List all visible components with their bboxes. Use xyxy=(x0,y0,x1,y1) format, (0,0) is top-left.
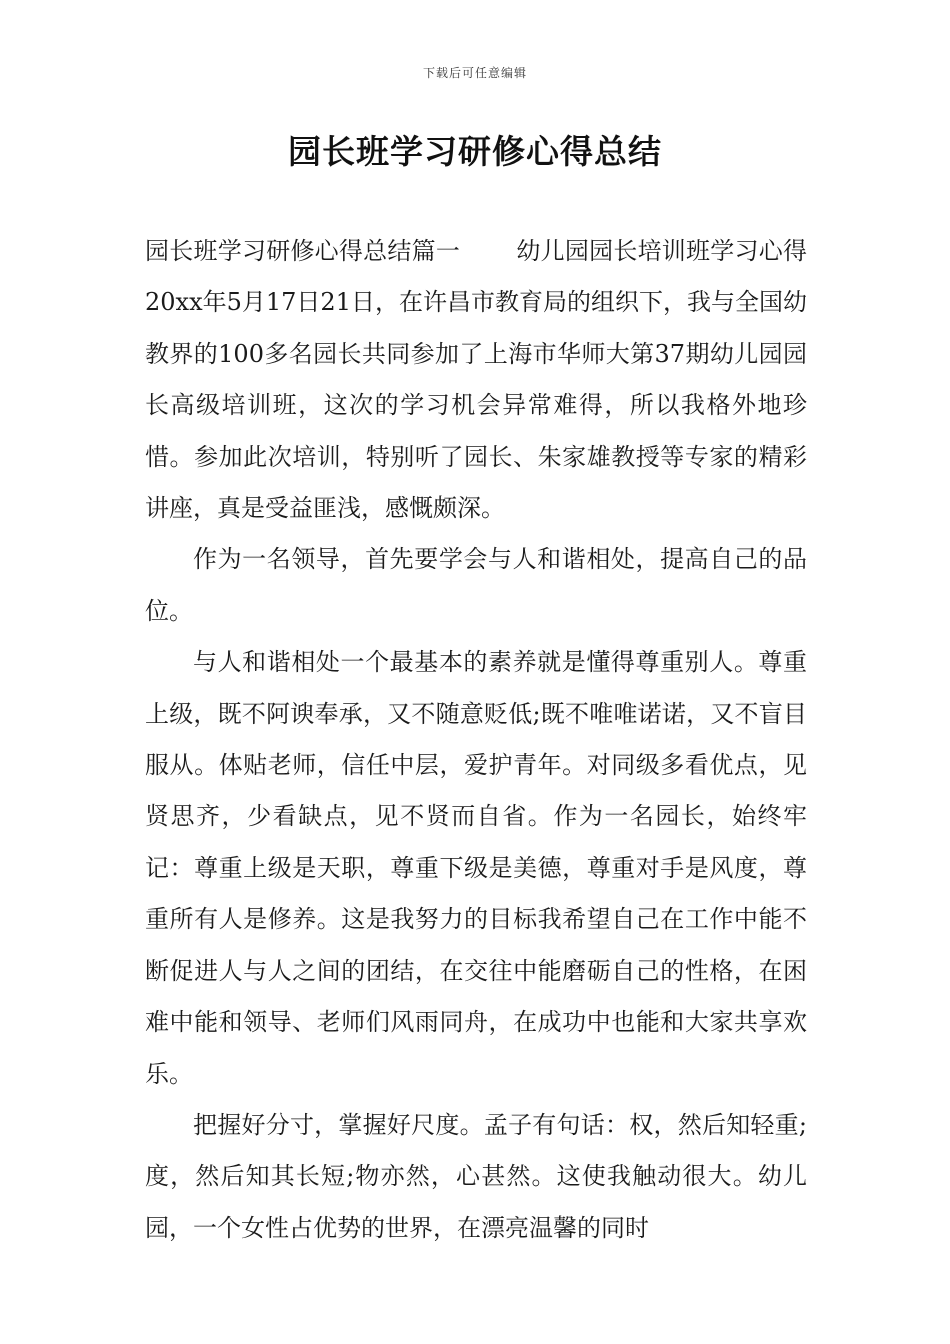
paragraph-lead: 园长班学习研修心得总结篇一 xyxy=(145,237,461,265)
header-note: 下载后可任意编辑 xyxy=(422,66,527,80)
paragraph: 把握好分寸，掌握好尺度。孟子有句话：权，然后知轻重;度，然后知其长短;物亦然，心甚然。这使我触动很大。幼儿园，一个女性占优势的世界，在漂亮温馨的同时 xyxy=(145,1110,807,1242)
paragraph: 作为一名领导，首先要学会与人和谐相处，提高自己的品位。 xyxy=(145,545,807,625)
document-title: 园长班学习研修心得总结 xyxy=(288,132,662,171)
paragraph-text: 幼儿园园长培训班学习心得 20xx年5月17日21日，在许昌市教育局的组织下，我与全国幼教界的100多名园长共同参加了上海市华师大第37期幼儿园园长高级培训班，这次的学习机会异常难得，所以我格外地珍惜。参加此次培训，特别听了园长、朱家雄教授等专家的精彩讲座，真是受益匪浅，感慨颇深。 xyxy=(145,237,808,523)
paragraph: 与人和谐相处一个最基本的素养就是懂得尊重别人。尊重上级，既不阿谀奉承，又不随意贬低;既不唯唯诺诺，又不盲目服从。体贴老师，信任中层，爱护青年。对同级多看优点，见贤思齐，少看缺点，见不贤而自省。作为一名园长，始终牢记：尊重上级是天职，尊重下级是美德，尊重对手是风度，尊重所有人是修养。这是我努力的目标我希望自己在工作中能不断促进人与人之间的团结，在交往中能磨砺自己的性格，在困难中能和领导、老师们风雨同舟，在成功中也能和大家共享欢乐。 xyxy=(145,648,807,1088)
paragraph-intro xyxy=(145,226,807,534)
document-body xyxy=(145,226,807,1254)
